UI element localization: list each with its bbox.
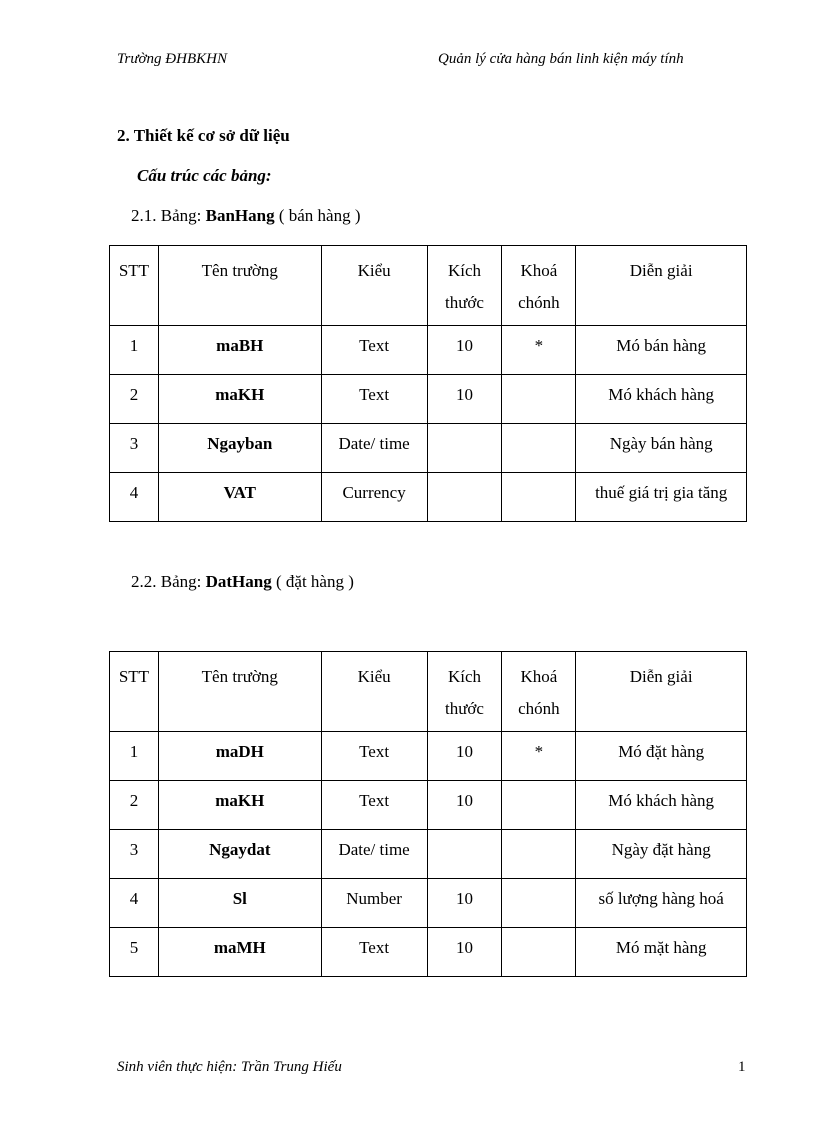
table-row xyxy=(110,326,747,375)
table-cell xyxy=(502,781,576,830)
table-cell xyxy=(502,879,576,928)
table-cell: Mó khách hàng xyxy=(576,781,747,830)
table-cell: 10 xyxy=(427,326,502,375)
table-cell xyxy=(502,375,576,424)
table-row xyxy=(110,879,747,928)
table-cell: Mó khách hàng xyxy=(576,375,747,424)
table-caption-banhang xyxy=(131,206,361,226)
table-cell: Text xyxy=(321,781,427,830)
caption-suffix: ( đặt hàng ) xyxy=(271,572,354,591)
table-cell: 4 xyxy=(110,879,159,928)
column-header: STT xyxy=(110,652,159,732)
caption-prefix: 2.2. Bảng: xyxy=(131,572,206,591)
table-header-row xyxy=(110,246,747,326)
subsection-title: Cấu trúc các bảng: xyxy=(137,166,272,185)
table-cell: 1 xyxy=(110,326,159,375)
section-title: 2. Thiết kế cơ sở dữ liệu xyxy=(117,126,290,145)
table-cell: 1 xyxy=(110,732,159,781)
table-row xyxy=(110,781,747,830)
table-cell: Currency xyxy=(321,473,427,522)
caption-table-name: BanHang xyxy=(205,206,275,225)
column-header: Kích thước xyxy=(427,246,502,326)
table-cell: 2 xyxy=(110,781,159,830)
table-cell: Mó đặt hàng xyxy=(576,732,747,781)
table-row xyxy=(110,732,747,781)
table-cell: 3 xyxy=(110,424,159,473)
table-cell: Text xyxy=(321,928,427,977)
table-cell: 10 xyxy=(427,732,502,781)
table-cell xyxy=(502,424,576,473)
table-cell: 5 xyxy=(110,928,159,977)
table-cell: Date/ time xyxy=(321,424,427,473)
table-row xyxy=(110,928,747,977)
table-cell: maBH xyxy=(158,326,321,375)
table-cell: VAT xyxy=(158,473,321,522)
table-row xyxy=(110,473,747,522)
column-header: Khoá chónh xyxy=(502,652,576,732)
table-cell: Text xyxy=(321,375,427,424)
column-header: Diễn giải xyxy=(576,246,747,326)
column-header: Khoá chónh xyxy=(502,246,576,326)
table-cell xyxy=(427,473,502,522)
table-cell xyxy=(427,424,502,473)
caption-suffix: ( bán hàng ) xyxy=(274,206,361,225)
column-header: Tên trường xyxy=(158,246,321,326)
table-cell xyxy=(502,928,576,977)
table-cell: Ngày bán hàng xyxy=(576,424,747,473)
table-cell: maDH xyxy=(158,732,321,781)
table-row xyxy=(110,375,747,424)
column-header: Kích thước xyxy=(427,652,502,732)
table-cell: 3 xyxy=(110,830,159,879)
table-cell: * xyxy=(502,326,576,375)
column-header: Kiểu xyxy=(321,652,427,732)
table-cell: số lượng hàng hoá xyxy=(576,879,747,928)
table-cell xyxy=(502,830,576,879)
table-cell: Text xyxy=(321,732,427,781)
table-cell xyxy=(427,830,502,879)
table-cell: Ngaydat xyxy=(158,830,321,879)
table-cell: * xyxy=(502,732,576,781)
footer-student: Sinh viên thực hiện: Trần Trung Hiếu xyxy=(117,1059,342,1075)
table-header-row xyxy=(110,652,747,732)
table-cell: 2 xyxy=(110,375,159,424)
table-caption-dathang xyxy=(131,572,354,592)
table-cell: Number xyxy=(321,879,427,928)
table-row xyxy=(110,424,747,473)
table-cell: 10 xyxy=(427,928,502,977)
caption-prefix: 2.1. Bảng: xyxy=(131,206,206,225)
column-header: Kiểu xyxy=(321,246,427,326)
caption-table-name: DatHang xyxy=(205,572,272,591)
header-school: Trường ĐHBKHN xyxy=(117,51,227,67)
table-dathang xyxy=(109,651,747,977)
header-project-title: Quản lý cửa hàng bán linh kiện máy tính xyxy=(438,51,684,67)
table-cell: Ngayban xyxy=(158,424,321,473)
page-number: 1 xyxy=(738,1059,746,1075)
table-cell: Sl xyxy=(158,879,321,928)
table-cell: maMH xyxy=(158,928,321,977)
table-banhang xyxy=(109,245,747,522)
table-cell: thuế giá trị gia tăng xyxy=(576,473,747,522)
column-header: Tên trường xyxy=(158,652,321,732)
table-cell: 10 xyxy=(427,375,502,424)
table-cell xyxy=(502,473,576,522)
table-cell: maKH xyxy=(158,781,321,830)
column-header: Diễn giải xyxy=(576,652,747,732)
table-cell: Mó mặt hàng xyxy=(576,928,747,977)
table-row xyxy=(110,830,747,879)
table-cell: maKH xyxy=(158,375,321,424)
table-cell: 10 xyxy=(427,879,502,928)
table-cell: Mó bán hàng xyxy=(576,326,747,375)
column-header: STT xyxy=(110,246,159,326)
table-cell: Ngày đặt hàng xyxy=(576,830,747,879)
table-cell: 4 xyxy=(110,473,159,522)
table-cell: 10 xyxy=(427,781,502,830)
table-cell: Text xyxy=(321,326,427,375)
table-cell: Date/ time xyxy=(321,830,427,879)
